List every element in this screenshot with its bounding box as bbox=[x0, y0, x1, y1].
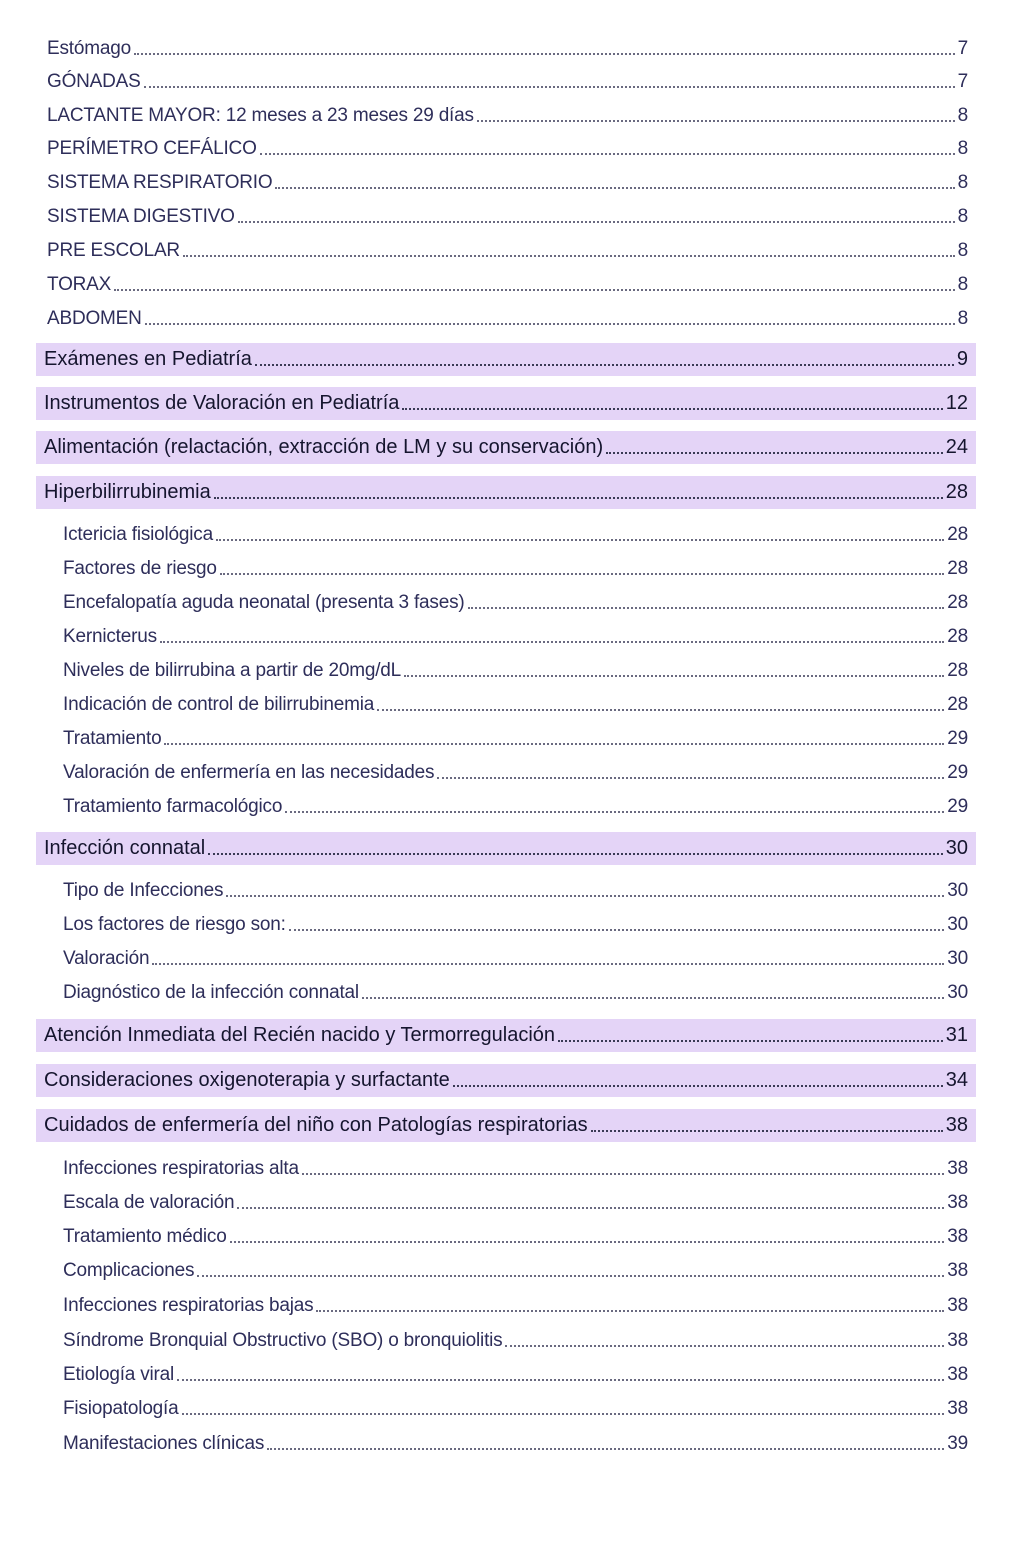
dot-leader bbox=[377, 709, 944, 711]
toc-entry-page: 38 bbox=[947, 1260, 968, 1281]
toc-entry-title: Manifestaciones clínicas bbox=[63, 1433, 265, 1454]
toc-entry-page: 38 bbox=[947, 1158, 968, 1179]
toc-entry[interactable] bbox=[63, 1287, 968, 1317]
toc-entry-page: 8 bbox=[957, 105, 968, 126]
toc-section-entry[interactable] bbox=[36, 476, 976, 509]
toc-entry[interactable] bbox=[63, 1252, 968, 1282]
dot-leader bbox=[182, 1413, 945, 1415]
toc-entry-page: 38 bbox=[947, 1192, 968, 1213]
toc-entry-title: Los factores de riesgo son: bbox=[63, 914, 286, 935]
dot-leader bbox=[437, 777, 944, 779]
toc-entry[interactable] bbox=[63, 584, 968, 614]
dot-leader bbox=[144, 86, 955, 88]
dot-leader bbox=[160, 641, 944, 643]
toc-section-entry[interactable] bbox=[36, 431, 976, 464]
toc-entry-page: 30 bbox=[947, 880, 968, 901]
dot-leader bbox=[404, 675, 944, 677]
dot-leader bbox=[606, 452, 943, 454]
toc-entry-page: 7 bbox=[957, 38, 968, 59]
toc-entry[interactable] bbox=[63, 1184, 968, 1214]
dot-leader bbox=[216, 539, 944, 541]
toc-entry-title: Ictericia fisiológica bbox=[63, 524, 213, 545]
toc-entry-page: 8 bbox=[957, 308, 968, 329]
dot-leader bbox=[558, 1040, 943, 1042]
dot-leader bbox=[197, 1275, 944, 1277]
toc-entry-title: Exámenes en Pediatría bbox=[44, 348, 252, 370]
dot-leader bbox=[402, 408, 942, 410]
toc-entry-page: 28 bbox=[945, 481, 968, 503]
toc-entry-page: 30 bbox=[947, 914, 968, 935]
dot-leader bbox=[275, 187, 954, 189]
dot-leader bbox=[468, 607, 945, 609]
toc-entry[interactable] bbox=[63, 618, 968, 648]
toc-entry[interactable] bbox=[63, 1218, 968, 1248]
toc-entry-page: 7 bbox=[957, 71, 968, 92]
toc-entry-page: 28 bbox=[947, 660, 968, 681]
toc-entry-title: Escala de valoración bbox=[63, 1192, 235, 1213]
toc-section-entry[interactable] bbox=[36, 343, 976, 376]
toc-entry-title: Niveles de bilirrubina a partir de 20mg/dL bbox=[63, 660, 402, 681]
toc-entry[interactable] bbox=[63, 754, 968, 784]
dot-leader bbox=[183, 255, 955, 257]
toc-entry-title: ABDOMEN bbox=[47, 308, 142, 329]
dot-leader bbox=[362, 997, 944, 999]
toc-entry-title: Cuidados de enfermería del niño con Patologías respiratorias bbox=[44, 1114, 588, 1136]
toc-entry-page: 31 bbox=[945, 1024, 968, 1046]
dot-leader bbox=[134, 53, 955, 55]
toc-entry[interactable] bbox=[63, 788, 968, 818]
dot-leader bbox=[505, 1345, 944, 1347]
dot-leader bbox=[260, 153, 955, 155]
toc-entry-title: Complicaciones bbox=[63, 1260, 195, 1281]
toc-entry-page: 38 bbox=[947, 1226, 968, 1247]
toc-entry-title: Fisiopatología bbox=[63, 1398, 179, 1419]
toc-entry[interactable] bbox=[47, 130, 968, 160]
toc-entry-page: 30 bbox=[947, 948, 968, 969]
toc-section-entry[interactable] bbox=[36, 1064, 976, 1097]
dot-leader bbox=[208, 853, 943, 855]
toc-entry-title: Tipo de Infecciones bbox=[63, 880, 224, 901]
toc-entry-page: 12 bbox=[945, 392, 968, 414]
toc-entry-page: 28 bbox=[947, 626, 968, 647]
toc-entry-page: 38 bbox=[945, 1114, 968, 1136]
toc-entry-title: Tratamiento médico bbox=[63, 1226, 227, 1247]
toc-entry[interactable] bbox=[47, 232, 968, 262]
toc-entry[interactable] bbox=[63, 1390, 968, 1420]
toc-entry-page: 30 bbox=[945, 837, 968, 859]
toc-entry-title: Tratamiento farmacológico bbox=[63, 796, 283, 817]
toc-entry-page: 38 bbox=[947, 1330, 968, 1351]
toc-entry-title: GÓNADAS bbox=[47, 71, 141, 92]
toc-section-entry[interactable] bbox=[36, 1109, 976, 1142]
dot-leader bbox=[152, 963, 944, 965]
toc-entry-page: 39 bbox=[947, 1433, 968, 1454]
toc-entry[interactable] bbox=[47, 266, 968, 296]
toc-entry[interactable] bbox=[63, 1356, 968, 1386]
toc-entry[interactable] bbox=[63, 652, 968, 682]
toc-entry-title: PRE ESCOLAR bbox=[47, 240, 180, 261]
toc-entry-page: 8 bbox=[957, 138, 968, 159]
toc-entry-title: Diagnóstico de la infección connatal bbox=[63, 982, 359, 1003]
dot-leader bbox=[267, 1448, 944, 1450]
toc-entry-title: Instrumentos de Valoración en Pediatría bbox=[44, 392, 400, 414]
dot-leader bbox=[477, 120, 955, 122]
toc-entry-page: 29 bbox=[947, 796, 968, 817]
toc-entry[interactable] bbox=[63, 974, 968, 1004]
toc-entry-title: Encefalopatía aguda neonatal (presenta 3 fases) bbox=[63, 592, 465, 613]
dot-leader bbox=[453, 1085, 943, 1087]
toc-entry-page: 8 bbox=[957, 206, 968, 227]
toc-entry[interactable] bbox=[47, 198, 968, 228]
toc-entry-title: Hiperbilirrubinemia bbox=[44, 481, 211, 503]
toc-entry[interactable] bbox=[47, 30, 968, 60]
toc-entry-page: 9 bbox=[956, 348, 968, 370]
toc-entry-page: 8 bbox=[957, 240, 968, 261]
toc-entry[interactable] bbox=[47, 97, 968, 127]
toc-entry-page: 30 bbox=[947, 982, 968, 1003]
toc-entry-title: Estómago bbox=[47, 38, 131, 59]
toc-entry-page: 24 bbox=[945, 436, 968, 458]
toc-entry-title: SISTEMA DIGESTIVO bbox=[47, 206, 235, 227]
toc-section-entry[interactable] bbox=[36, 1019, 976, 1052]
toc-entry-title: Atención Inmediata del Recién nacido y Termorregulación bbox=[44, 1024, 556, 1046]
toc-section-entry[interactable] bbox=[36, 387, 976, 420]
toc-entry-title: SISTEMA RESPIRATORIO bbox=[47, 172, 273, 193]
toc-entry-title: Alimentación (relactación, extracción de LM y su conservación) bbox=[44, 436, 604, 458]
toc-entry-page: 38 bbox=[947, 1364, 968, 1385]
toc-entry-title: Valoración de enfermería en las necesidades bbox=[63, 762, 435, 783]
toc-entry[interactable] bbox=[63, 906, 968, 936]
toc-entry-page: 28 bbox=[947, 524, 968, 545]
toc-entry-page: 34 bbox=[945, 1069, 968, 1091]
dot-leader bbox=[591, 1130, 943, 1132]
toc-entry-title: Infecciones respiratorias bajas bbox=[63, 1295, 314, 1316]
dot-leader bbox=[237, 1207, 944, 1209]
toc-entry-title: PERÍMETRO CEFÁLICO bbox=[47, 138, 257, 159]
toc-entry-title: Consideraciones oxigenoterapia y surfactante bbox=[44, 1069, 450, 1091]
toc-entry-page: 28 bbox=[947, 694, 968, 715]
dot-leader bbox=[230, 1241, 945, 1243]
dot-leader bbox=[316, 1310, 944, 1312]
dot-leader bbox=[285, 811, 944, 813]
toc-section-entry[interactable] bbox=[36, 832, 976, 865]
toc-entry-page: 8 bbox=[957, 274, 968, 295]
toc-entry[interactable] bbox=[63, 940, 968, 970]
toc-entry-title: Tratamiento bbox=[63, 728, 162, 749]
toc-entry[interactable] bbox=[47, 164, 968, 194]
toc-entry-page: 28 bbox=[947, 558, 968, 579]
dot-leader bbox=[114, 289, 955, 291]
dot-leader bbox=[226, 895, 944, 897]
dot-leader bbox=[145, 323, 955, 325]
dot-leader bbox=[255, 364, 954, 366]
toc-entry-page: 29 bbox=[947, 762, 968, 783]
toc-entry[interactable] bbox=[47, 63, 968, 93]
toc-entry-page: 38 bbox=[947, 1398, 968, 1419]
toc-entry[interactable] bbox=[63, 872, 968, 902]
toc-entry-title: Factores de riesgo bbox=[63, 558, 217, 579]
dot-leader bbox=[238, 221, 955, 223]
toc-entry-title: Infección connatal bbox=[44, 837, 206, 859]
toc-entry[interactable] bbox=[47, 300, 968, 330]
dot-leader bbox=[302, 1173, 944, 1175]
toc-entry-title: Etiología viral bbox=[63, 1364, 175, 1385]
dot-leader bbox=[289, 929, 945, 931]
toc-entry-title: Valoración bbox=[63, 948, 150, 969]
toc-entry-title: Síndrome Bronquial Obstructivo (SBO) o bronquiolitis bbox=[63, 1330, 503, 1351]
toc-entry-title: Indicación de control de bilirrubinemia bbox=[63, 694, 375, 715]
toc-entry-title: Kernicterus bbox=[63, 626, 157, 647]
toc-entry[interactable] bbox=[63, 1150, 968, 1180]
toc-entry-page: 8 bbox=[957, 172, 968, 193]
toc-entry-title: LACTANTE MAYOR: 12 meses a 23 meses 29 días bbox=[47, 105, 474, 126]
toc-entry-page: 29 bbox=[947, 728, 968, 749]
dot-leader bbox=[220, 573, 945, 575]
dot-leader bbox=[177, 1379, 944, 1381]
toc-entry[interactable] bbox=[63, 550, 968, 580]
toc-entry-page: 38 bbox=[947, 1295, 968, 1316]
toc-entry-page: 28 bbox=[947, 592, 968, 613]
toc-entry-title: Infecciones respiratorias alta bbox=[63, 1158, 299, 1179]
dot-leader bbox=[214, 497, 943, 499]
toc-entry[interactable] bbox=[63, 516, 968, 546]
toc-entry[interactable] bbox=[63, 720, 968, 750]
toc-entry-title: TORAX bbox=[47, 274, 112, 295]
toc-entry[interactable] bbox=[63, 1425, 968, 1455]
toc-entry[interactable] bbox=[63, 686, 968, 716]
dot-leader bbox=[164, 743, 944, 745]
toc-entry[interactable] bbox=[63, 1322, 968, 1352]
